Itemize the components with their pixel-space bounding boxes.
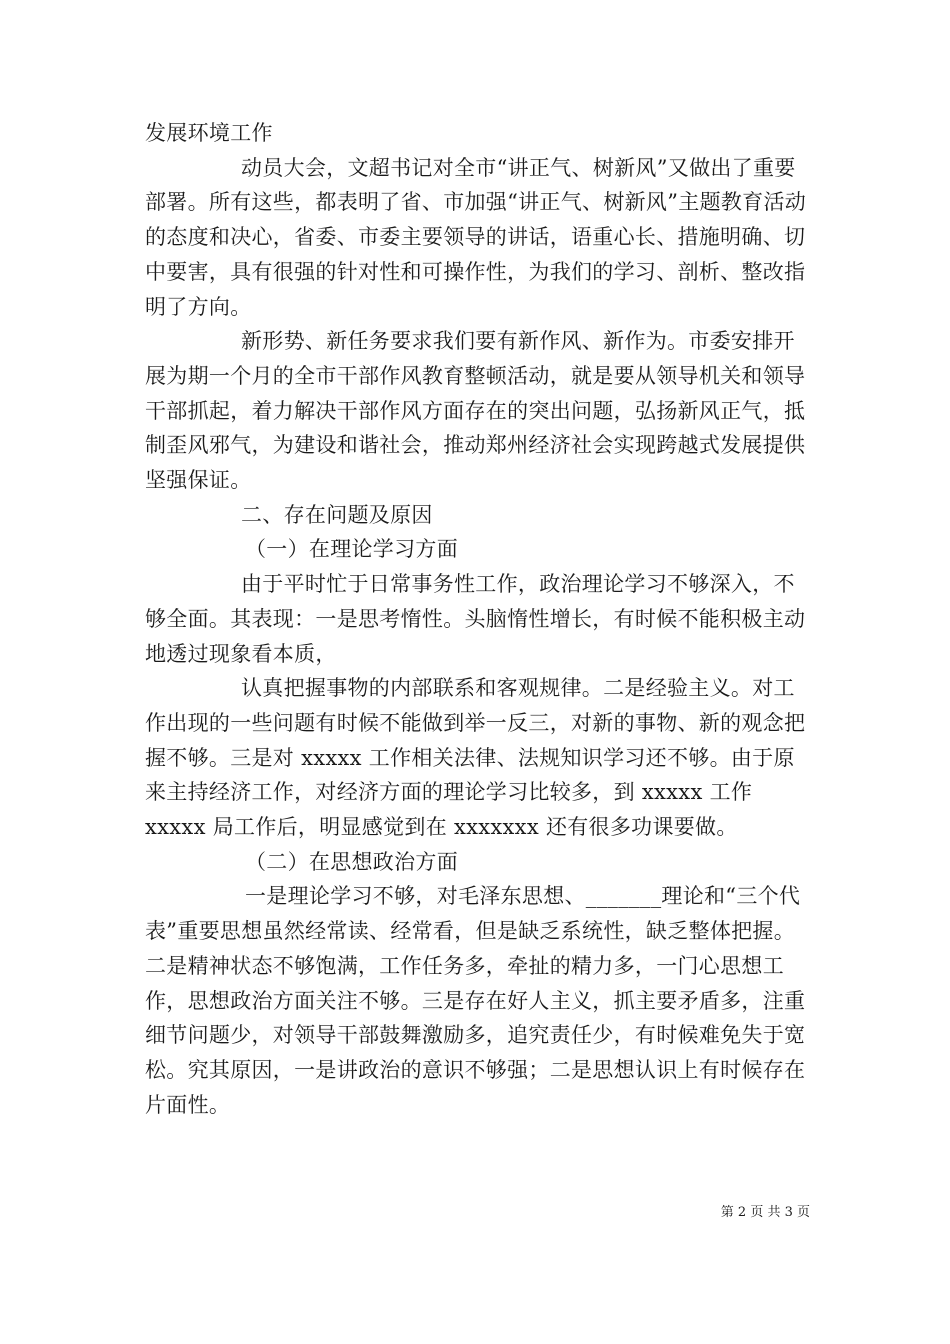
- paragraph-theory-continued: 认真把握事物的内部联系和客观规律。二是经验主义。对工作出现的一些问题有时候不能做到举一反三，对新的事物、新的观念把握不够。三是对 xxxxx 工作相关法律、法规知识学习还不够。由于原来主持经济工作，对经济方面的理论学习比较多，到 xxxxx 工作 xxxxx 局工作后，明显感觉到在 xxxxxxx 还有很多功课要做。: [145, 676, 806, 840]
- subsection-heading-politics: （二）在思想政治方面: [245, 849, 458, 874]
- paragraph-new-situation: 新形势、新任务要求我们要有新作风、新作为。市委安排开展为期一个月的全市干部作风教育整顿活动，就是要从领导机关和领导干部抓起，着力解决干部作风方面存在的突出问题，弘扬新风正气，抵制歪风邪气，为建设和谐社会，推动郑州经济社会实现跨越式发展提供坚强保证。: [145, 329, 806, 493]
- paragraph-theory-study: 由于平时忙于日常事务性工作，政治理论学习不够深入，不够全面。其表现：一是思考惰性。头脑惰性增长，有时候不能积极主动地透过现象看本质，: [145, 572, 806, 666]
- subsection-heading-theory: （一）在理论学习方面: [245, 537, 458, 562]
- document-body: [145, 116, 810, 1122]
- paragraph-mobilization: 动员大会，文超书记对全市“讲正气、树新风”又做出了重要部署。所有这些，都表明了省、市加强“讲正气、树新风”主题教育活动的态度和决心，省委、市委主要领导的讲话，语重心长、措施明确、切中要害，具有很强的针对性和可操作性，为我们的学习、剖析、整改指明了方向。: [145, 155, 807, 319]
- section-heading-problems: 二、存在问题及原因: [241, 502, 433, 527]
- page-number: 第 2 页 共 3 页: [720, 1205, 810, 1220]
- paragraph-politics: 一是理论学习不够，对毛泽东思想、_______理论和“三个代表”重要思想虽然经常读、经常看，但是缺乏系统性，缺乏整体把握。二是精神状态不够饱满，工作任务多，牵扯的精力多，一门心思想工作，思想政治方面关注不够。三是存在好人主义，抓主要矛盾多，注重细节问题少，对领导干部鼓舞激励多，追究责任少，有时候难免失于宽松。究其原因，一是讲政治的意识不够强；二是思想认识上有时候存在片面性。: [145, 884, 806, 1117]
- paragraph-continuation: 发展环境工作: [145, 121, 273, 145]
